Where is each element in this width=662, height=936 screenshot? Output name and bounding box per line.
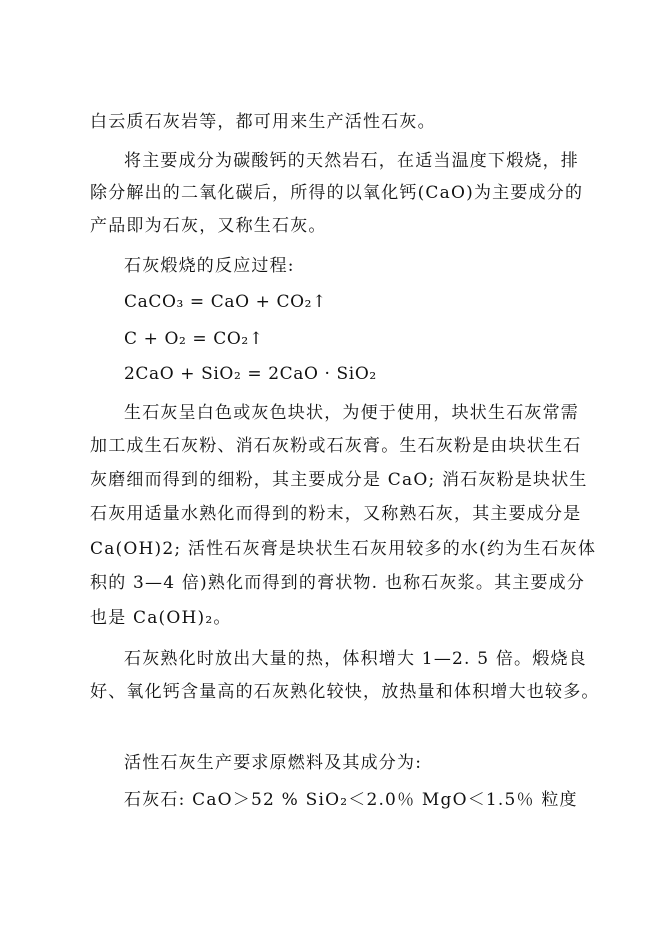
paragraph-line: Ca(OH)2; 活性石灰膏是块状生石灰用较多的水(约为生石灰体 xyxy=(90,539,597,559)
paragraph-line: 石灰用适量水熟化而得到的粉末，又称熟石灰，其主要成分是 xyxy=(90,504,582,524)
paragraph-line: 加工成生石灰粉、消石灰粉或石灰膏。生石灰粉是由块状生石 xyxy=(90,436,582,456)
paragraph-line: 灰磨细而得到的细粉，其主要成分是 CaO; 消石灰粉是块状生 xyxy=(90,470,588,490)
section-heading-line: 活性石灰生产要求原燃料及其成分为: xyxy=(124,753,423,773)
paragraph-line: 石灰煅烧的反应过程: xyxy=(124,256,295,276)
paragraph-line: 将主要成分为碳酸钙的天然岩石，在适当温度下煅烧，排 xyxy=(124,151,579,171)
reaction-equation: C + O₂ = CO₂↑ xyxy=(124,329,264,349)
spec-line: 石灰石: CaO＞52 % SiO₂＜2.0％ MgO＜1.5％ 粒度 xyxy=(124,790,578,810)
paragraph-line: 也是 Ca(OH)₂。 xyxy=(90,608,232,628)
paragraph-line: 生石灰呈白色或灰色块状，为便于使用，块状生石灰常需 xyxy=(124,403,579,423)
paragraph-line: 除分解出的二氧化碳后，所得的以氧化钙(CaO)为主要成分的 xyxy=(90,183,584,203)
reaction-equation: CaCO₃ = CaO + CO₂↑ xyxy=(124,292,327,312)
paragraph-line: 积的 3—4 倍)熟化而得到的膏状物. 也称石灰浆。其主要成分 xyxy=(90,573,586,593)
paragraph-line: 产品即为石灰，又称生石灰。 xyxy=(90,216,327,236)
reaction-equation: 2CaO + SiO₂ = 2CaO · SiO₂ xyxy=(124,364,377,384)
paragraph-line: 石灰熟化时放出大量的热，体积增大 1—2. 5 倍。煅烧良 xyxy=(124,649,587,669)
paragraph-line: 白云质石灰岩等，都可用来生产活性石灰。 xyxy=(90,112,436,132)
paragraph-line: 好、氧化钙含量高的石灰熟化较快，放热量和体积增大也较多。 xyxy=(90,682,600,702)
